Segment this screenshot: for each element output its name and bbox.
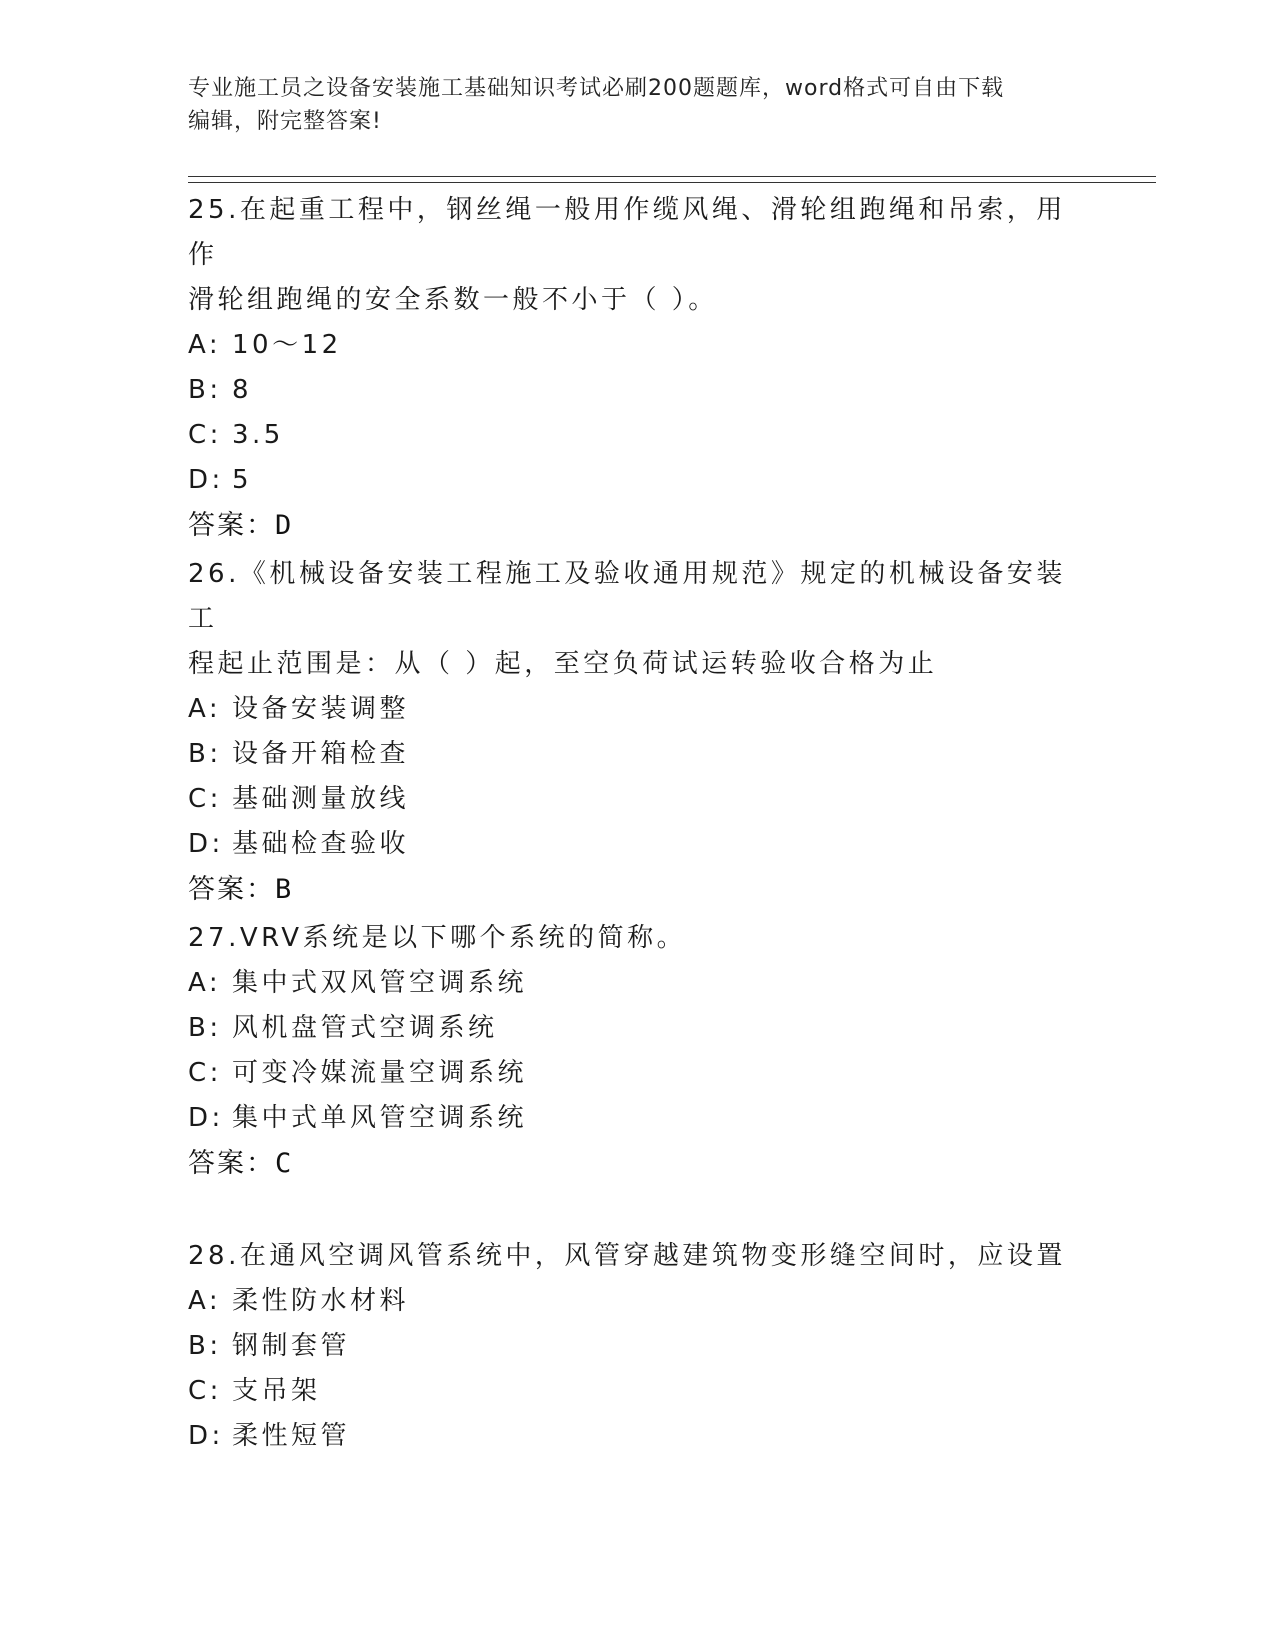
option-d <box>188 1414 1088 1459</box>
option-letter: D: <box>188 1103 224 1133</box>
option-letter: D: <box>188 465 224 495</box>
option-letter: A: <box>188 1286 222 1316</box>
option-d <box>188 458 1088 503</box>
option-letter: B: <box>188 739 222 769</box>
option-text: 5 <box>232 465 253 495</box>
option-letter: C: <box>188 1376 222 1406</box>
option-text: 钢制套管 <box>232 1331 351 1361</box>
option-letter: B: <box>188 1013 222 1043</box>
document-header <box>188 72 1068 138</box>
option-letter: B: <box>188 1331 222 1361</box>
option-letter: A: <box>188 968 222 998</box>
option-c <box>188 1051 1088 1096</box>
option-text: 10～12 <box>232 330 342 360</box>
option-letter: C: <box>188 784 222 814</box>
option-text: 基础测量放线 <box>232 784 410 814</box>
question-stem-line-1: 28.在通风空调风管系统中，风管穿越建筑物变形缝空间时，应设置 <box>188 1241 1066 1271</box>
option-text: 集中式双风管空调系统 <box>232 968 528 998</box>
question-stem-line-1: 25.在起重工程中，钢丝绳一般用作缆风绳、滑轮组跑绳和吊索，用作 <box>188 195 1066 270</box>
question-27 <box>188 916 1088 1186</box>
option-d <box>188 1096 1088 1141</box>
question-stem-line-2: 程起止范围是：从（ ）起，至空负荷试运转验收合格为止 <box>188 649 938 679</box>
option-text: 可变冷媒流量空调系统 <box>232 1058 528 1088</box>
option-letter: A: <box>188 330 222 360</box>
option-text: 集中式单风管空调系统 <box>232 1103 528 1133</box>
option-text: 设备安装调整 <box>232 694 410 724</box>
header-divider-top <box>188 176 1156 177</box>
answer-label: 答案：B <box>188 874 294 905</box>
option-text: 设备开箱检查 <box>232 739 410 769</box>
option-a <box>188 323 1088 368</box>
question-stem-line-1: 27.VRV系统是以下哪个系统的简称。 <box>188 923 687 953</box>
question-25 <box>188 188 1088 548</box>
header-divider-bottom <box>188 182 1156 183</box>
option-b <box>188 368 1088 413</box>
option-text: 支吊架 <box>232 1376 321 1406</box>
option-a <box>188 1279 1088 1324</box>
option-a <box>188 961 1088 1006</box>
option-letter: C: <box>188 1058 222 1088</box>
option-c <box>188 777 1088 822</box>
option-text: 3.5 <box>232 420 284 450</box>
header-line-1: 专业施工员之设备安装施工基础知识考试必刷200题题库，word格式可自由下载 <box>188 76 1005 101</box>
question-28 <box>188 1234 1088 1459</box>
question-stem-line-2: 滑轮组跑绳的安全系数一般不小于（ ）。 <box>188 285 718 315</box>
question-stem-line-1: 26.《机械设备安装工程施工及验收通用规范》规定的机械设备安装工 <box>188 559 1066 634</box>
option-text: 柔性防水材料 <box>232 1286 410 1316</box>
option-letter: D: <box>188 1421 224 1451</box>
option-text: 风机盘管式空调系统 <box>232 1013 498 1043</box>
header-line-2: 编辑，附完整答案! <box>188 109 382 134</box>
option-c <box>188 413 1088 458</box>
option-letter: C: <box>188 420 222 450</box>
option-b <box>188 732 1088 777</box>
answer-label: 答案：D <box>188 510 294 541</box>
option-text: 8 <box>232 375 253 405</box>
answer-label: 答案：C <box>188 1148 294 1179</box>
option-a <box>188 687 1088 732</box>
option-c <box>188 1369 1088 1414</box>
question-26 <box>188 552 1088 912</box>
option-text: 基础检查验收 <box>232 829 410 859</box>
option-letter: A: <box>188 694 222 724</box>
option-text: 柔性短管 <box>232 1421 351 1451</box>
option-b <box>188 1006 1088 1051</box>
option-b <box>188 1324 1088 1369</box>
option-d <box>188 822 1088 867</box>
option-letter: B: <box>188 375 222 405</box>
option-letter: D: <box>188 829 224 859</box>
